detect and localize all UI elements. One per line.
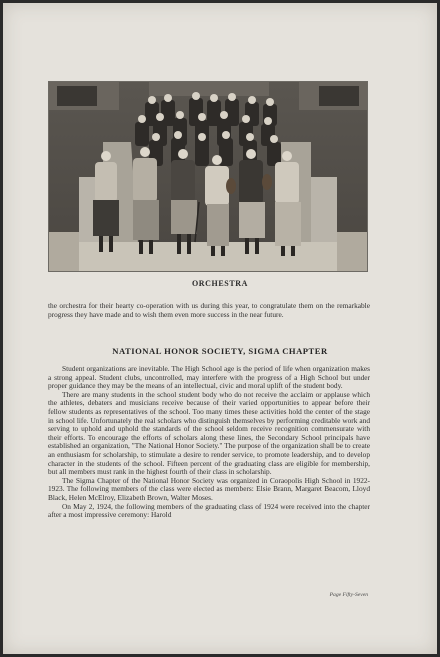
- orchestra-photo: [48, 81, 368, 272]
- intro-paragraph: [48, 302, 370, 319]
- body-paragraph-2: There are many students in the school student body who do not receive the acclaim or applause which the athletes, debaters and musicians receive because of their varied opportunities to appear before their fellow students as representatives of the school. Too many times these activities hold the center of the stage in school life. Unfortunately the real scholars who distinguish themselves by performing creditable work and serving to uphold and uphold the standards of the school seldom receive recognition commensurate with their efforts. To encourage the efforts of scholars along these lines, the Secondary School principals have established an organization, "The National Honor Society." The purpose of the organization shall be to create an enthusiasm for scholarship, to stimulate a desire to render service, to promote leadership, and to develop character in the students of the school. Fifteen percent of the graduating class are eligible for membership, but all members must rank in the highest fourth of their class in scholarship.: [48, 389, 370, 477]
- body-paragraph-4: On May 2, 1924, the following members of the graduating class of 1924 were received into the chapter after a most impressive ceremony: Harold: [48, 501, 370, 520]
- body-paragraph-3: The Sigma Chapter of the National Honor Society was organized in Coraopolis High School in 1922-1923. The following members of the class were elected as members: Elsie Brann, Margaret Beacom, Lloyd Black, Helen McElroy, Elizabeth Brown, Walter Moses.: [48, 475, 370, 502]
- section-body: [48, 365, 370, 520]
- intro-text: the orchestra for their hearty co-operation with us during this year, to congratulate them on the remarkable progress they have made and to wish them even more success in the near future.: [48, 301, 370, 319]
- body-paragraph-1: Student organizations are inevitable. The High School age is the period of life when organization makes a strong appeal. Student clubs, uncontrolled, may interfere with the progress of a High School but under proper guidance they may be the means of an intellectual, civic and moral uplift of the student body.: [48, 364, 370, 391]
- photo-caption: ORCHESTRA: [191, 279, 249, 288]
- yearbook-page: [3, 3, 437, 654]
- page-number: Page Fifty-Seven: [329, 592, 368, 598]
- orchestra-photo-image: [49, 82, 367, 271]
- section-heading: NATIONAL HONOR SOCIETY, SIGMA CHAPTER: [112, 346, 328, 356]
